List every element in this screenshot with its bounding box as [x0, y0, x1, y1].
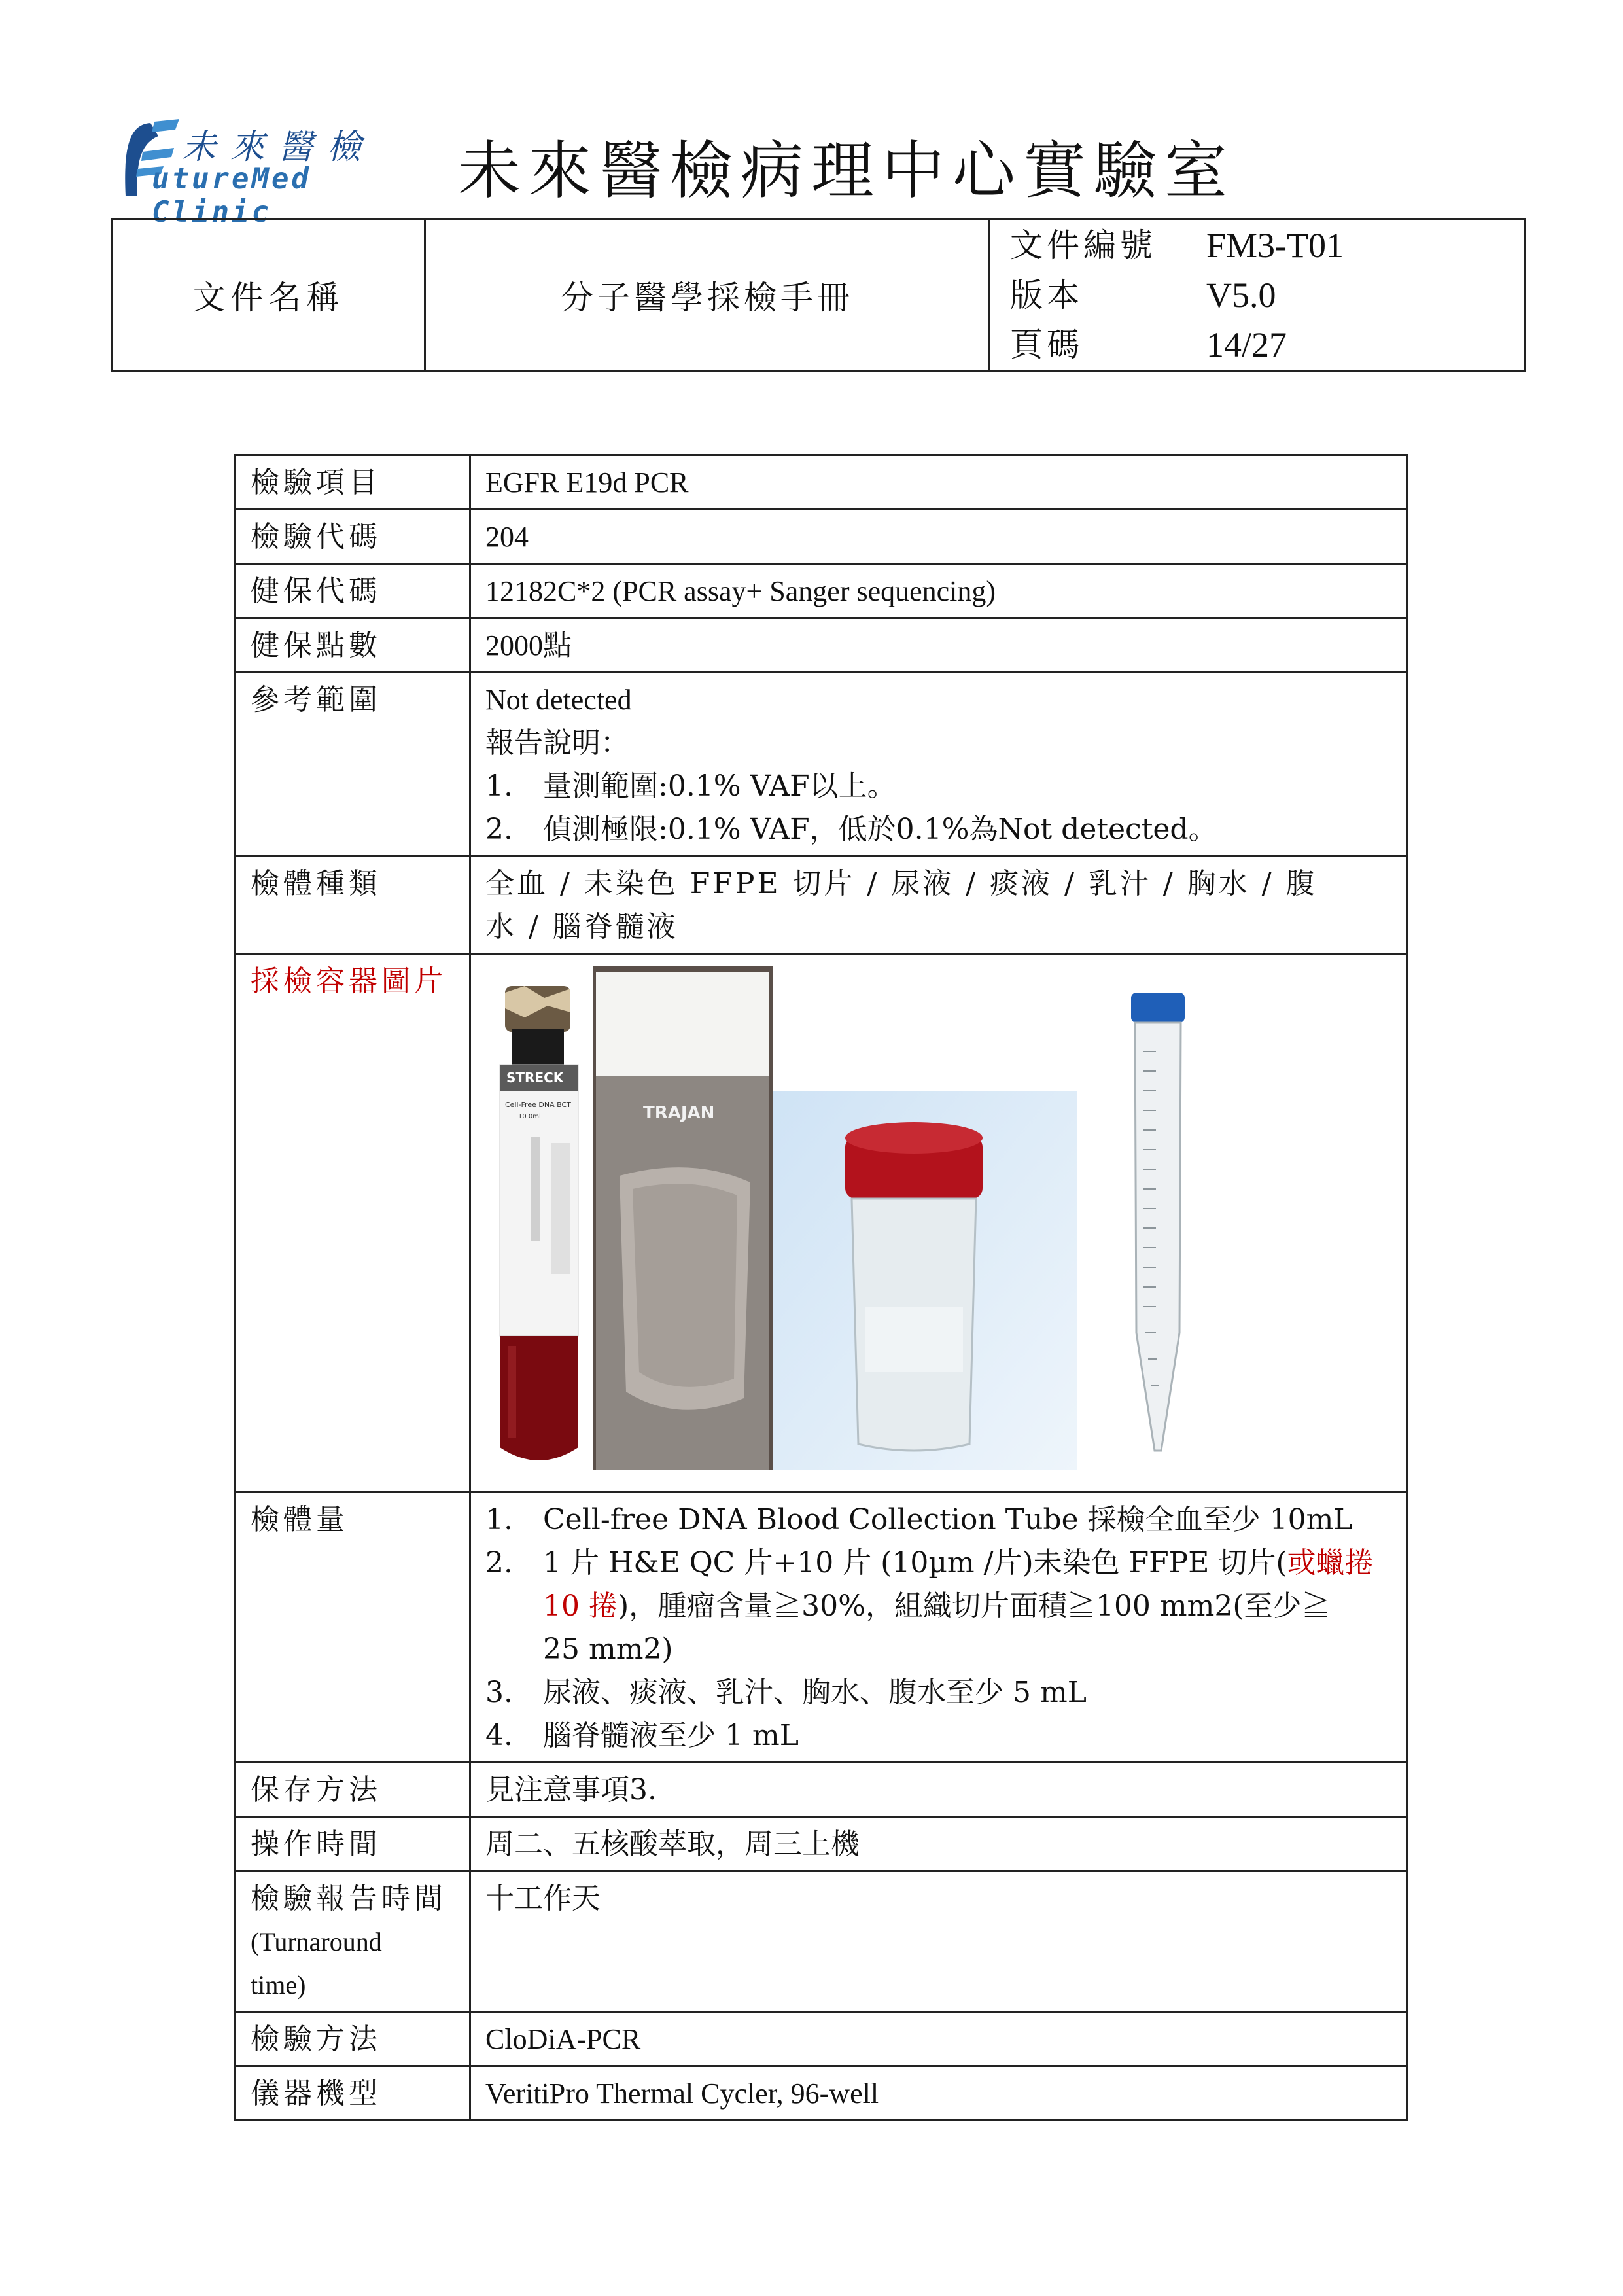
specimen-amount-list [485, 1498, 1391, 1757]
table-row [236, 1817, 1407, 1871]
table-row [236, 2012, 1407, 2066]
tube-product-text: Cell-Free DNA BCT [505, 1101, 571, 1109]
doc-info-cell [990, 219, 1525, 372]
doc-name-label: 文件名稱 [113, 219, 425, 372]
amount-item-2: 1 片 H&E QC 片+10 片 (10µm /片)未染色 FFPE 切片(或蠟捲 10 捲)，腫瘤含量≧30%，組織切片面積≧100 mm2(至少≧ 25 mm2) [543, 1546, 1374, 1666]
specimen-type-line-2: 水 / 腦脊髓液 [485, 910, 678, 944]
method-value: CloDiA-PCR [470, 2012, 1407, 2066]
nhi-points-value: 2000點 [470, 618, 1407, 673]
reference-range-label: 參考範圍 [236, 673, 470, 857]
specimen-cup-image [773, 1091, 1077, 1470]
turnaround-label-en-2: time) [251, 1970, 306, 2000]
blood-tube-image [485, 966, 593, 1470]
logo-chinese-text: 未來醫檢 [182, 128, 376, 167]
table-row [236, 954, 1407, 1492]
specimen-type-label: 檢體種類 [236, 857, 470, 954]
instrument-value: VeritiPro Thermal Cycler, 96-well [470, 2066, 1407, 2121]
wax-roll-note: 或蠟捲 [1287, 1546, 1374, 1580]
table-row [236, 564, 1407, 618]
item-label: 檢驗項目 [236, 455, 470, 510]
turnaround-value: 十工作天 [470, 1871, 1407, 2012]
list-item: 1. 量測範圍:0.1% VAF以上。 [485, 765, 1391, 808]
report-note-list [485, 765, 1391, 851]
reference-range-value: Not detected [485, 684, 632, 716]
container-photos [485, 966, 1391, 1483]
table-row [236, 1492, 1407, 1763]
amount-item-1: Cell-free DNA Blood Collection Tube 採檢全血至少 10mL [543, 1503, 1353, 1536]
nhi-code-label: 健保代碼 [236, 564, 470, 618]
list-item: 1. Cell-free DNA Blood Collection Tube 採檢全血至少 10mL [485, 1498, 1391, 1542]
doc-no-label: 文件編號 [1010, 226, 1157, 264]
conical-tube-image [1077, 966, 1234, 1470]
list-item: 3. 尿液、痰液、乳汁、胸水、腹水至少 5 mL [485, 1671, 1391, 1714]
version-label: 版本 [1010, 276, 1083, 314]
amount-item-3: 尿液、痰液、乳汁、胸水、腹水至少 5 mL [543, 1676, 1087, 1709]
doc-no-value: FM3-T01 [1206, 226, 1344, 265]
code-label: 檢驗代碼 [236, 510, 470, 564]
page-value: 14/27 [1206, 325, 1287, 364]
table-row [236, 2066, 1407, 2121]
instrument-label: 儀器機型 [236, 2066, 470, 2121]
operation-time-label: 操作時間 [236, 1817, 470, 1871]
nhi-code-value: 12182C*2 (PCR assay+ Sanger sequencing) [470, 564, 1407, 618]
storage-value: 見注意事項3. [470, 1763, 1407, 1817]
slide-brand-text: TRAJAN [643, 1103, 715, 1123]
specimen-type-cell [470, 857, 1407, 954]
table-row [236, 1763, 1407, 1817]
nhi-points-label: 健保點數 [236, 618, 470, 673]
amount-item-4: 腦脊髓液至少 1 mL [543, 1719, 799, 1752]
doc-name-value: 分子醫學採檢手冊 [425, 219, 990, 372]
report-note-2: 偵測極限:0.1% VAF，低於0.1%為Not detected。 [543, 813, 1217, 846]
table-row [236, 455, 1407, 510]
specimen-amount-cell [470, 1492, 1407, 1763]
report-note-1: 量測範圍:0.1% VAF以上。 [543, 769, 896, 803]
turnaround-label-en-1: (Turnaround [251, 1927, 382, 1956]
list-item: 2. 1 片 H&E QC 片+10 片 (10µm /片)未染色 FFPE 切片(或蠟捲 10 捲)，腫瘤含量≧30%，組織切片面積≧100 mm2(至少≧ 25 mm2) [485, 1542, 1391, 1671]
operation-time-value: 周二、五核酸萃取，周三上機 [470, 1817, 1407, 1871]
specimen-amount-label: 檢體量 [236, 1492, 470, 1763]
storage-label: 保存方法 [236, 1763, 470, 1817]
method-label: 檢驗方法 [236, 2012, 470, 2066]
slide-image [593, 966, 773, 1470]
specimen-type-line-1: 全血 / 未染色 FFPE 切片 / 尿液 / 痰液 / 乳汁 / 胸水 / 腹 [485, 867, 1318, 900]
turnaround-label-cell [236, 1871, 470, 2012]
table-row [236, 510, 1407, 564]
container-photo-cell [470, 954, 1407, 1492]
page-title: 未來醫檢病理中心實驗室 [458, 134, 1235, 207]
table-row [236, 1871, 1407, 2012]
tube-brand-text: STRECK [506, 1070, 564, 1086]
reference-range-cell [470, 673, 1407, 857]
test-info-table [234, 454, 1408, 2121]
turnaround-label: 檢驗報告時間 [251, 1882, 447, 1915]
clinic-logo [111, 118, 419, 229]
table-row [236, 618, 1407, 673]
report-note-title: 報告說明： [485, 726, 629, 760]
wax-roll-count: 10 捲 [543, 1589, 618, 1623]
table-row [236, 857, 1407, 954]
table-row [236, 673, 1407, 857]
item-value: EGFR E19d PCR [470, 455, 1407, 510]
logo-english-text: utureMed Clinic [152, 162, 311, 229]
list-item: 2. 偵測極限:0.1% VAF，低於0.1%為Not detected。 [485, 808, 1391, 851]
version-value: V5.0 [1206, 275, 1276, 315]
document-meta-table [111, 218, 1526, 372]
container-photo-label: 採檢容器圖片 [236, 954, 470, 1492]
page-label: 頁碼 [1010, 326, 1083, 364]
list-item: 4. 腦脊髓液至少 1 mL [485, 1714, 1391, 1757]
code-value: 204 [470, 510, 1407, 564]
tube-volume-text: 10 0ml [518, 1113, 541, 1120]
